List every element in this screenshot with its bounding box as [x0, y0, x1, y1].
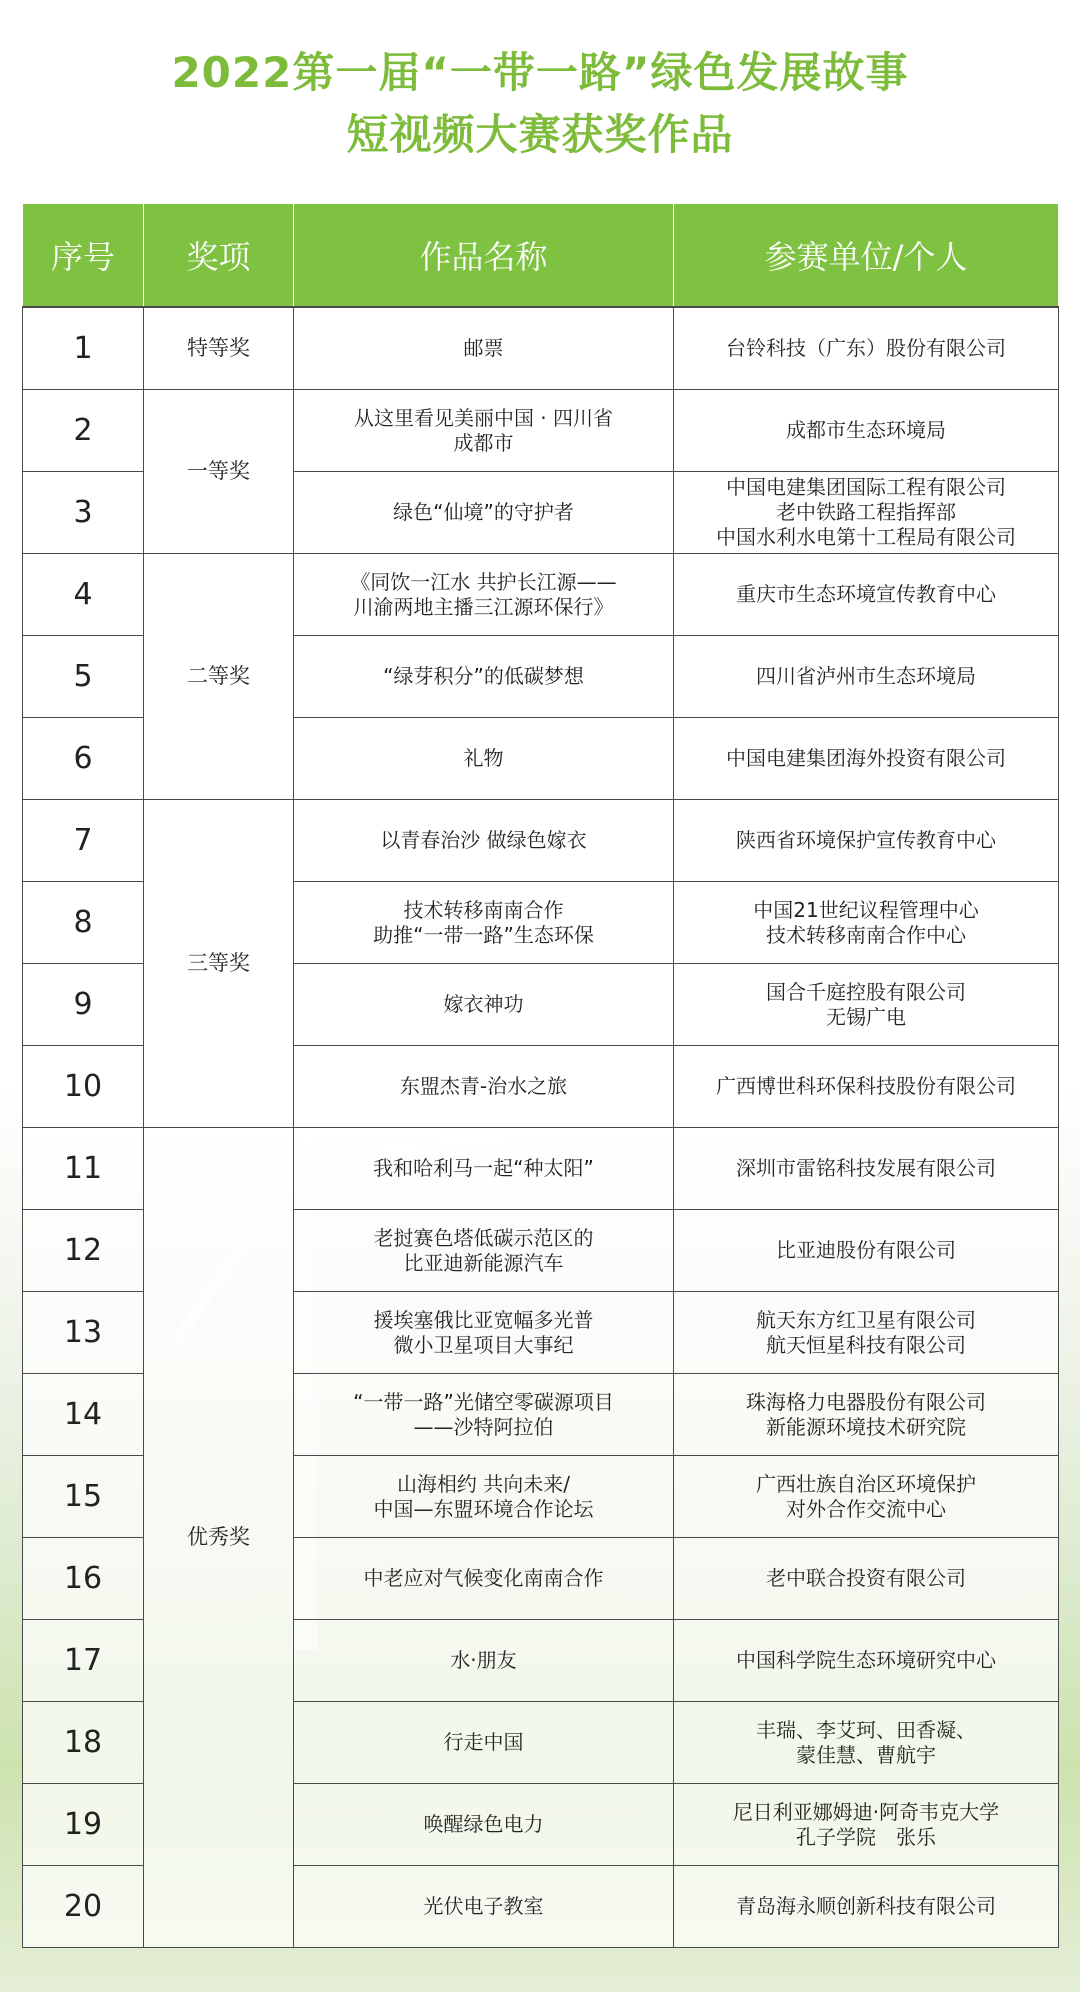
entrant-line: 老中联合投资有限公司: [766, 1566, 966, 1590]
work-title-line: 绿色“仙境”的守护者: [393, 500, 574, 524]
row-number: 9: [23, 964, 144, 1046]
work-title: [294, 390, 674, 472]
row-number: 7: [23, 800, 144, 882]
award-level: 一等奖: [144, 390, 294, 554]
work-title-line: 邮票: [463, 336, 504, 360]
entrant-line: 比亚迪股份有限公司: [776, 1238, 956, 1262]
table-row: [23, 390, 1059, 472]
award-level: 二等奖: [144, 554, 294, 800]
row-number: 16: [23, 1538, 144, 1620]
entrant: [674, 1784, 1059, 1866]
work-title: [294, 307, 674, 390]
work-title-line: 川渝两地主播三江源环保行》: [353, 594, 614, 619]
work-title: [294, 1210, 674, 1292]
table-row: [23, 1128, 1059, 1210]
entrant-line: 珠海格力电器股份有限公司: [746, 1389, 986, 1414]
work-title-line: 成都市: [453, 430, 514, 455]
work-title: [294, 718, 674, 800]
work-title: [294, 964, 674, 1046]
title-line-2: 短视频大赛获奖作品: [346, 110, 734, 159]
row-number: 2: [23, 390, 144, 472]
work-title-line: “一带一路”光储空零碳源项目: [353, 1389, 614, 1414]
entrant: [674, 964, 1059, 1046]
header-award: 奖项: [144, 204, 294, 308]
entrant: [674, 1292, 1059, 1374]
work-title-line: 比亚迪新能源汽车: [403, 1250, 564, 1275]
entrant-line: 广西博世科环保科技股份有限公司: [716, 1074, 1016, 1098]
entrant-line: 深圳市雷铭科技发展有限公司: [736, 1156, 996, 1180]
awards-table: [22, 203, 1059, 1948]
row-number: 1: [23, 307, 144, 390]
entrant-line: 中国电建集团国际工程有限公司: [726, 475, 1006, 499]
row-number: 15: [23, 1456, 144, 1538]
row-number: 12: [23, 1210, 144, 1292]
entrant-line: 四川省泸州市生态环境局: [756, 664, 976, 688]
row-number: 10: [23, 1046, 144, 1128]
work-title-line: 技术转移南南合作: [403, 897, 564, 922]
work-title-line: 行走中国: [443, 1730, 524, 1754]
entrant: [674, 1620, 1059, 1702]
work-title: [294, 472, 674, 554]
row-number: 18: [23, 1702, 144, 1784]
work-title: [294, 1620, 674, 1702]
table-body: [23, 307, 1059, 1948]
table-header-row: [23, 204, 1059, 308]
work-title-line: 《同饮一江水 共护长江源——: [350, 569, 617, 594]
work-title: [294, 1292, 674, 1374]
entrant-line: 蒙佳慧、曹航宇: [796, 1742, 936, 1767]
row-number: 20: [23, 1866, 144, 1948]
entrant-line: 航天东方红卫星有限公司: [756, 1307, 976, 1332]
work-title-line: 东盟杰青-治水之旅: [399, 1074, 568, 1098]
work-title: [294, 636, 674, 718]
entrant-line: 技术转移南南合作中心: [766, 922, 966, 947]
work-title: [294, 1046, 674, 1128]
row-number: 3: [23, 472, 144, 554]
entrant-line: 成都市生态环境局: [786, 418, 946, 442]
row-number: 11: [23, 1128, 144, 1210]
entrant: [674, 554, 1059, 636]
row-number: 6: [23, 718, 144, 800]
work-title: [294, 1456, 674, 1538]
entrant: [674, 882, 1059, 964]
entrant: [674, 390, 1059, 472]
row-number: 19: [23, 1784, 144, 1866]
entrant: [674, 718, 1059, 800]
entrant-line: 重庆市生态环境宣传教育中心: [736, 582, 996, 606]
entrant-line: 对外合作交流中心: [786, 1496, 946, 1521]
work-title-line: 微小卫星项目大事纪: [393, 1332, 574, 1357]
entrant-line: 中国科学院生态环境研究中心: [736, 1648, 996, 1672]
award-level: 特等奖: [144, 307, 294, 390]
entrant: [674, 1374, 1059, 1456]
work-title-line: 唤醒绿色电力: [423, 1812, 544, 1836]
entrant-line: 航天恒星科技有限公司: [766, 1332, 966, 1357]
work-title: [294, 1128, 674, 1210]
work-title: [294, 800, 674, 882]
row-number: 17: [23, 1620, 144, 1702]
entrant-line: 丰瑞、李艾珂、田香凝、: [756, 1717, 976, 1742]
table-row: [23, 800, 1059, 882]
award-level: 三等奖: [144, 800, 294, 1128]
row-number: 14: [23, 1374, 144, 1456]
entrant: [674, 1210, 1059, 1292]
header-work-title: 作品名称: [294, 204, 674, 308]
work-title-line: 嫁衣神功: [443, 992, 524, 1016]
work-title-line: 中老应对气候变化南南合作: [363, 1566, 604, 1590]
entrant-line: 尼日利亚娜姆迪·阿奇韦克大学: [732, 1799, 1000, 1824]
header-number: 序号: [23, 204, 144, 308]
row-number: 4: [23, 554, 144, 636]
work-title-line: 以青春治沙 做绿色嫁衣: [380, 828, 587, 852]
work-title-line: 礼物: [463, 746, 504, 770]
work-title-line: ——沙特阿拉伯: [413, 1414, 554, 1439]
entrant-line: 中国电建集团海外投资有限公司: [726, 746, 1006, 770]
work-title-line: 援埃塞俄比亚宽幅多光普: [373, 1307, 594, 1332]
work-title-line: 水·朋友: [450, 1648, 517, 1672]
work-title: [294, 1866, 674, 1948]
work-title-line: 中国—东盟环境合作论坛: [373, 1496, 594, 1521]
table-row: [23, 554, 1059, 636]
entrant: [674, 1046, 1059, 1128]
entrant: [674, 636, 1059, 718]
row-number: 5: [23, 636, 144, 718]
entrant-line: 中国21世纪议程管理中心: [753, 897, 979, 922]
row-number: 8: [23, 882, 144, 964]
entrant-line: 孔子学院 张乐: [796, 1824, 936, 1849]
entrant: [674, 1866, 1059, 1948]
entrant: [674, 1538, 1059, 1620]
entrant: [674, 1702, 1059, 1784]
entrant-line: 老中铁路工程指挥部: [776, 500, 956, 524]
entrant: [674, 1456, 1059, 1538]
entrant-line: 陕西省环境保护宣传教育中心: [736, 828, 996, 852]
entrant: [674, 800, 1059, 882]
title-line-1: 2022第一届“一带一路”绿色发展故事: [171, 48, 909, 97]
entrant-line: 新能源环境技术研究院: [766, 1414, 966, 1439]
work-title: [294, 554, 674, 636]
table-row: [23, 307, 1059, 390]
entrant-line: 国合千庭控股有限公司: [766, 979, 966, 1004]
work-title: [294, 1702, 674, 1784]
work-title-line: 助推“一带一路”生态环保: [373, 922, 594, 947]
award-level: 优秀奖: [144, 1128, 294, 1948]
entrant-line: 青岛海永顺创新科技有限公司: [736, 1894, 996, 1918]
work-title: [294, 1538, 674, 1620]
entrant: [674, 472, 1059, 554]
entrant-line: 台铃科技（广东）股份有限公司: [726, 336, 1006, 360]
row-number: 13: [23, 1292, 144, 1374]
work-title-line: 光伏电子教室: [423, 1894, 544, 1918]
entrant-line: 中国水利水电第十工程局有限公司: [716, 525, 1016, 549]
entrant-line: 无锡广电: [826, 1004, 906, 1029]
work-title-line: 我和哈利马一起“种太阳”: [373, 1156, 594, 1180]
work-title-line: “绿芽积分”的低碳梦想: [383, 664, 584, 688]
work-title-line: 山海相约 共向未来/: [396, 1471, 571, 1496]
work-title-line: 老挝赛色塔低碳示范区的: [373, 1225, 594, 1250]
page-title: [0, 42, 1080, 166]
entrant: [674, 1128, 1059, 1210]
header-entrant: 参赛单位/个人: [674, 204, 1059, 308]
entrant: [674, 307, 1059, 390]
work-title: [294, 1374, 674, 1456]
work-title: [294, 882, 674, 964]
entrant-line: 广西壮族自治区环境保护: [756, 1471, 976, 1496]
work-title: [294, 1784, 674, 1866]
work-title-line: 从这里看见美丽中国 · 四川省: [353, 405, 614, 430]
